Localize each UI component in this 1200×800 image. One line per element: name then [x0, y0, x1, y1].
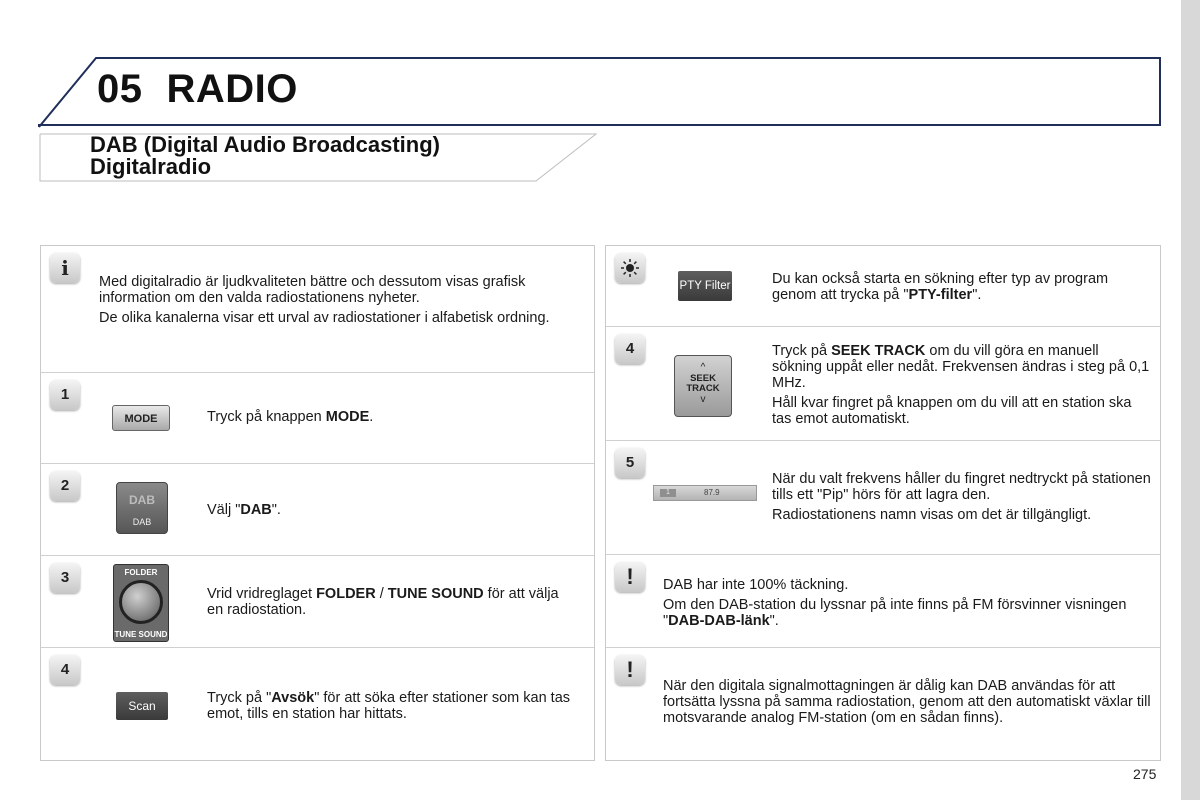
preset-number: 1 — [660, 489, 676, 497]
store-paragraph-2: Radiostationens namn visas om det är tillgängligt. — [772, 507, 1092, 523]
step-3-badge: 3 — [50, 563, 80, 593]
section-title-line2: Digitalradio — [90, 154, 212, 179]
chevron-up-icon: ^ — [700, 362, 706, 373]
step-1-text-bold: MODE — [325, 409, 370, 425]
tip-text-post: ". — [972, 287, 982, 303]
seek-row — [606, 327, 1160, 441]
scan-button-image: Scan — [116, 692, 168, 720]
tip-row — [606, 246, 1160, 327]
warning-1-paragraph-2 — [663, 597, 1153, 629]
page-number: 275 — [1133, 766, 1157, 782]
warning-1-row — [606, 555, 1160, 648]
dab-button-label: DAB — [132, 517, 152, 527]
step-2-text-pre: Välj " — [207, 502, 241, 518]
warning-1-p2-post: ". — [769, 613, 779, 629]
info-row — [41, 246, 594, 373]
step-1-text-post: . — [369, 409, 374, 425]
knob-bottom-label: TUNE SOUND — [114, 630, 168, 639]
step-2-text — [207, 502, 577, 518]
store-station-text — [772, 471, 1152, 527]
step-3-text — [207, 586, 577, 618]
warning-1-paragraph-1: DAB har inte 100% täckning. — [663, 577, 849, 593]
step-4-badge-right: 4 — [615, 334, 645, 364]
warning-2-text — [663, 678, 1153, 730]
step-5-badge: 5 — [615, 448, 645, 478]
info-paragraph-2: De olika kanalerna visar ett urval av radiostationer i alfabetisk ordning. — [99, 310, 550, 326]
tip-text-bold: PTY-filter — [908, 287, 973, 303]
step-3-text-pre: Vrid vridreglaget — [207, 586, 317, 602]
step-2-badge: 2 — [50, 471, 80, 501]
chapter-heading — [97, 67, 298, 112]
step-4-text-bold: Avsök — [271, 690, 315, 706]
warning-1-p2-pre: Om den DAB-station du lyssnar på inte finns på FM försvinner visningen " — [663, 597, 1127, 629]
pty-filter-button-image: PTY Filter — [678, 271, 732, 301]
tip-text — [772, 271, 1152, 303]
warning-1-p2-bold: DAB-DAB-länk — [668, 613, 770, 629]
seek-paragraph-2: Håll kvar fingret på knappen om du vill att en station ska tas emot automatiskt. — [772, 395, 1132, 427]
step-2-text-post: ". — [271, 502, 281, 518]
seek-p1-pre: Tryck på — [772, 343, 832, 359]
right-instructions-panel — [605, 245, 1161, 761]
dab-logo: DAB — [129, 493, 155, 507]
step-4-text — [207, 690, 587, 722]
step-1-row — [41, 373, 594, 464]
seek-paragraph-1 — [772, 343, 1152, 391]
seek-track-button-image — [674, 355, 732, 417]
dab-button-image — [116, 482, 168, 534]
section-title-line1: DAB (Digital Audio Broadcasting) — [90, 132, 440, 157]
preset-frequency: 87.9 — [704, 488, 720, 497]
knob-icon — [119, 580, 163, 624]
warning-icon: ! — [615, 655, 645, 685]
step-4-text-post: " för att söka efter stationer som kan tas emot, tills en station har hittats. — [207, 690, 571, 722]
section-title — [90, 134, 440, 178]
seek-label: SEEK — [690, 373, 716, 384]
step-3-text-bold2: TUNE SOUND — [387, 586, 484, 602]
info-paragraph-1: Med digitalradio är ljudkvaliteten bättre och dessutom visas grafisk information om den valda radiostationens nyheter. — [99, 274, 526, 306]
chapter-title: RADIO — [166, 67, 298, 111]
step-4-badge: 4 — [50, 655, 80, 685]
step-3-text-mid: / — [375, 586, 388, 602]
store-station-row — [606, 441, 1160, 555]
store-paragraph-1: När du valt frekvens håller du fingret nedtryckt på stationen tills ett "Pip" hörs för att lagra den. — [772, 471, 1151, 503]
tip-text-pre: Du kan också starta en sökning efter typ av program genom att trycka på " — [772, 271, 1109, 303]
step-4-text-pre: Tryck på " — [207, 690, 272, 706]
seek-p1-bold: SEEK TRACK — [831, 343, 926, 359]
folder-tune-sound-knob-image — [113, 564, 169, 642]
track-label: TRACK — [686, 383, 720, 394]
seek-text — [772, 343, 1152, 431]
step-3-text-bold1: FOLDER — [316, 586, 376, 602]
step-3-row — [41, 556, 594, 648]
step-1-badge: 1 — [50, 380, 80, 410]
step-1-text — [207, 409, 577, 425]
info-icon: i — [50, 253, 80, 283]
lightbulb-glyph — [615, 253, 645, 283]
lightbulb-icon — [615, 253, 645, 283]
warning-icon: ! — [615, 562, 645, 592]
warning-1-text — [663, 577, 1153, 633]
page-edge-strip — [1181, 0, 1200, 800]
step-3-text-post: för att välja en radiostation. — [207, 586, 559, 618]
preset-frequency-bar-image — [653, 485, 757, 501]
knob-top-label: FOLDER — [124, 568, 158, 577]
step-4-row — [41, 648, 594, 760]
warning-2-paragraph-1: När den digitala signalmottagningen är dålig kan DAB användas för att fortsätta lyssna på samma radiostation, genom att den automatiskt växlar till motsvarande analog FM-station (om en sådan finns). — [663, 678, 1151, 726]
seek-p1-post: om du vill göra en manuell sökning uppåt eller nedåt. Frekvensen ändras i steg på 0,1 MHz. — [772, 343, 1150, 391]
step-1-text-pre: Tryck på knappen — [207, 409, 326, 425]
warning-2-row — [606, 648, 1160, 760]
step-2-row — [41, 464, 594, 556]
chevron-down-icon: v — [700, 394, 706, 405]
left-instructions-panel — [40, 245, 595, 761]
mode-button-image: MODE — [112, 405, 170, 431]
step-2-text-bold: DAB — [240, 502, 272, 518]
chapter-number: 05 — [97, 67, 143, 111]
info-text — [99, 274, 579, 330]
